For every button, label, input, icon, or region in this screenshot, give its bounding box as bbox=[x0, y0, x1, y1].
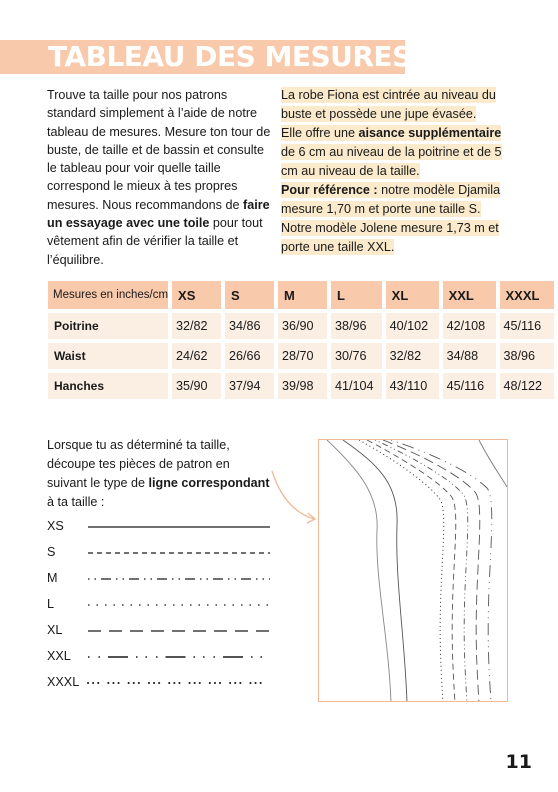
line-legend-m bbox=[47, 569, 287, 587]
table-cell: 26/66 bbox=[225, 343, 274, 369]
line-label: L bbox=[47, 597, 55, 611]
size-header-l: L bbox=[331, 281, 382, 309]
pattern-lines-illustration bbox=[319, 440, 508, 702]
line-legend-l bbox=[47, 595, 287, 613]
size-header-m: M bbox=[278, 281, 327, 309]
table-cell: 43/110 bbox=[386, 373, 439, 399]
cutting-instructions bbox=[47, 436, 272, 512]
side-line-1: La robe Fiona est cintrée au niveau du buste et possède une jupe évasée. bbox=[281, 88, 496, 121]
intro-text-1: Trouve ta taille pour nos patrons standard simplement à l’aide de notre tableau de mesures. Mesure ton tour de buste, de taille et de bassin et consulte le tableau pour voir quelle taille correspond le mieux à tes propres mesures. Nous recommandons de bbox=[47, 88, 271, 212]
side-line-2-pre: Elle offre une bbox=[281, 126, 359, 140]
side-line-2-post: de 6 cm au niveau de la poitrine et de 5 cm au niveau de la taille. bbox=[281, 145, 502, 178]
page-number: 11 bbox=[505, 751, 532, 773]
side-ref-bold: Pour référence : bbox=[281, 183, 378, 197]
table-cell: 32/82 bbox=[386, 343, 439, 369]
line-legend-xs bbox=[47, 517, 287, 535]
size-header-xxxl: XXXL bbox=[500, 281, 555, 309]
table-cell: 38/96 bbox=[331, 313, 382, 339]
table-corner-label: Mesures en inches/cm bbox=[48, 281, 168, 309]
table-row-hanches bbox=[48, 373, 554, 399]
side-line-2-bold: aisance supplémentaire bbox=[358, 126, 502, 140]
long-dash-line-icon bbox=[87, 621, 272, 639]
table-cell: 40/102 bbox=[386, 313, 439, 339]
dot-long-dash-line-icon bbox=[87, 647, 272, 665]
table-cell: 48/122 bbox=[500, 373, 555, 399]
line-label: XS bbox=[47, 519, 64, 533]
table-cell: 35/90 bbox=[172, 373, 221, 399]
intro-text-2: pour tout vêtement afin de vérifier la taille et l’équilibre. bbox=[47, 216, 263, 267]
table-cell: 38/96 bbox=[500, 343, 555, 369]
table-row-poitrine bbox=[48, 313, 554, 339]
side-ref-text: notre modèle Djamila mesure 1,70 m et porte une taille S. Notre modèle Jolene mesure 1,73 m et porte une taille XXL. bbox=[281, 183, 501, 254]
table-cell: 37/94 bbox=[225, 373, 274, 399]
arrow-icon bbox=[268, 468, 323, 528]
line-legend-s bbox=[47, 543, 287, 561]
dot-dash-line-icon bbox=[87, 569, 272, 587]
row-label: Hanches bbox=[48, 373, 168, 399]
table-cell: 39/98 bbox=[278, 373, 327, 399]
solid-line-icon bbox=[87, 517, 272, 535]
intro-bold: faire un essayage avec une toile bbox=[47, 197, 270, 231]
table-row-waist bbox=[48, 343, 554, 369]
instr-text-2: à ta taille : bbox=[47, 495, 105, 509]
line-legend-xxl bbox=[47, 647, 287, 665]
size-header-xs: XS bbox=[172, 281, 221, 309]
size-header-xl: XL bbox=[386, 281, 439, 309]
page-title: TABLEAU DES MESURES bbox=[48, 40, 412, 73]
table-cell: 41/104 bbox=[331, 373, 382, 399]
table-cell: 32/82 bbox=[172, 313, 221, 339]
size-header-xxl: XXL bbox=[443, 281, 496, 309]
side-note bbox=[281, 86, 513, 257]
table-cell: 30/76 bbox=[331, 343, 382, 369]
table-cell: 34/88 bbox=[443, 343, 496, 369]
dotted-line-icon bbox=[87, 595, 272, 613]
table-cell: 45/116 bbox=[443, 373, 496, 399]
table-cell: 42/108 bbox=[443, 313, 496, 339]
size-header-row bbox=[48, 281, 554, 309]
line-legend-xxxl bbox=[47, 673, 287, 691]
table-cell: 24/62 bbox=[172, 343, 221, 369]
instr-bold: ligne correspondant bbox=[148, 476, 270, 490]
size-chart-table bbox=[44, 277, 558, 403]
line-label: M bbox=[47, 571, 58, 585]
line-label: XL bbox=[47, 623, 63, 637]
size-header-s: S bbox=[225, 281, 274, 309]
line-label: S bbox=[47, 545, 56, 559]
table-cell: 36/90 bbox=[278, 313, 327, 339]
pattern-illustration-frame bbox=[318, 439, 508, 702]
table-cell: 34/86 bbox=[225, 313, 274, 339]
row-label: Waist bbox=[48, 343, 168, 369]
line-label: XXL bbox=[47, 649, 71, 663]
instr-text-1: Lorsque tu as déterminé ta taille, découpe tes pièces de patron en suivant le type de bbox=[47, 438, 230, 490]
intro-paragraph bbox=[47, 86, 272, 269]
dashed-line-icon bbox=[87, 543, 272, 561]
triple-dot-line-icon bbox=[87, 673, 272, 691]
line-label: XXXL bbox=[47, 675, 80, 689]
table-cell: 28/70 bbox=[278, 343, 327, 369]
line-legend-xl bbox=[47, 621, 287, 639]
table-cell: 45/116 bbox=[500, 313, 555, 339]
row-label: Poitrine bbox=[48, 313, 168, 339]
